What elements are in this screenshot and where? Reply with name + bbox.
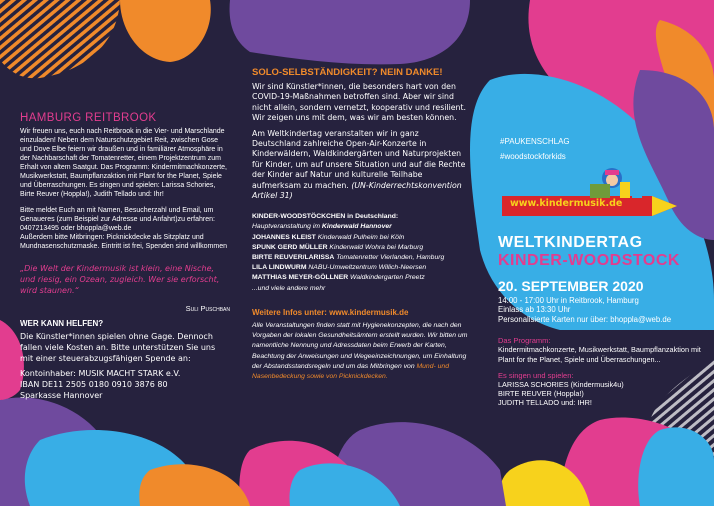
logo-text: www.kindermusik.de [510, 198, 623, 209]
hashtags [500, 134, 570, 164]
event-bold: Kinderwald Hannover [321, 223, 392, 231]
left-heading: HAMBURG REITBROOK [20, 112, 157, 124]
event-item [252, 273, 468, 283]
events-heading: KINDER-WOODSTÖCKCHEN in Deutschland: [252, 213, 399, 221]
info-highlight: Mund- und Nasenbedeckung sowie von Picknickdecken. [252, 362, 449, 380]
program-heading: Das Programm: [498, 336, 551, 346]
event-text: Tomatenretter Vierlanden, Hamburg [334, 254, 445, 262]
info-text [252, 321, 468, 382]
info-body: Alle Veranstaltungen finden statt mit Hygienekonzepten, die nach den Vorgaben der lokalen Gesundheitsämtern erstellt wurden. Wir bitten um namentliche Nennung und Adressdaten beim Erwerb der Karten, Beachtung der Anweisungen und Wegeeinzeichnungen, um Einhaltung der Abstandsstandsregeln und um das Mitbringen von [252, 321, 468, 370]
middle-panel [252, 67, 468, 382]
performer: JUDITH TELLADO und: IHR! [498, 398, 592, 408]
event-lead: SPUNK GERD MÜLLER [252, 243, 328, 251]
left-registration: Bitte meldet Euch an mit Namen, Besucherzahl und Email, um Genaueres (zum Beispiel zur Adresse und Anfahrt)zu erfahren: 0407213495 oder bhoppla@web.de [20, 207, 215, 232]
para2-text: Am Weltkindertag veranstalten wir in ganz Deutschland zahlreiche Open-Air-Konzerte in Kinderwäldern, Waldkindergärten und Naturprojekten für Kinder, um auf unsere Situation und auf die Rechte der Kinder auf Natur und kulturelle Teilhabe aufmerksam zu machen. [252, 128, 466, 190]
detail-line: Personalisierte Karten nur über: bhoppla@web.de [498, 314, 672, 324]
middle-heading: SOLO-SELBSTÄNDIGKEIT? NEIN DANKE! [252, 67, 443, 78]
bank-line: IBAN DE11 2505 0180 0910 3876 80 [20, 380, 168, 389]
event-lead: BIRTE REUVER/LARISSA [252, 254, 335, 262]
kindermusik-logo[interactable] [502, 168, 690, 220]
program-text: Kindermitmachkonzerte, Musikwerkstatt, Baumpflanzaktion mit Plant for the Planet, Spiele und Überraschungen... [498, 345, 701, 364]
title-weltkindertag: WELTKINDERTAG [498, 234, 643, 251]
left-quote: „Die Welt der Kindermusik ist klein, eine Nische, und riesig, ein Ozean, zugleich. Wer sie erforscht, wird staunen.“ [20, 264, 220, 295]
help-heading: WER KANN HELFEN? [20, 319, 104, 328]
event-item [252, 233, 468, 243]
performers-list [498, 380, 703, 408]
event-item [252, 284, 468, 294]
performer: BIRTE REUVER (Hoppla!) [498, 389, 584, 399]
info-heading[interactable]: Weitere Infos unter: www.kindermusik.de [252, 307, 409, 317]
performer: LARISSA SCHORIES (Kindermusik4u) [498, 380, 624, 390]
detail-line: Einlass ab 13:30 Uhr [498, 305, 571, 315]
event-text: ...und viele andere mehr [252, 284, 326, 292]
help-text: Die Künstler*innen spielen ohne Gage. Dennoch fallen viele Kosten an. Bitte unterstützen Sie uns mit einer steuerabzugsfähigen Spende an: [20, 332, 216, 363]
title-kinder-woodstock: KINDER-WOODSTOCK [498, 252, 680, 269]
hashtag[interactable]: #woodstockforkids [500, 152, 566, 161]
event-text: Hauptveranstaltung im [252, 223, 322, 231]
event-details [498, 296, 703, 324]
event-text: Kinderwald Wohra bei Marburg [327, 243, 424, 251]
event-text: NABU-Umweltzentrum Willich-Neersen [306, 264, 427, 272]
event-lead: JOHANNES KLEIST [252, 233, 316, 241]
event-item [252, 263, 468, 273]
event-lead: MATTHIAS MEYER-GÖLLNER [252, 274, 349, 282]
para2-cite: (UN-Kinderrechtskonvention Artikel 31) [252, 180, 462, 201]
performers-heading: Es singen und spielen: [498, 371, 574, 381]
middle-para2 [252, 129, 468, 202]
bank-details [20, 368, 230, 401]
bank-line: Sparkasse Hannover [20, 391, 103, 400]
event-text: Waldkindergarten Preetz [348, 274, 425, 282]
bank-line: Kontoinhaber: MUSIK MACHT STARK e.V. [20, 369, 181, 378]
event-item [252, 253, 468, 263]
event-item [252, 222, 468, 232]
event-text: Kinderwald Pulheim bei Köln [315, 233, 405, 241]
rocket-icon [502, 168, 690, 220]
left-intro: Wir freuen uns, euch nach Reitbrook in die Vier- und Marschlande einzuladen! Neben dem Naturschutzgebiet Reit, zwischen Gose und Dove Elbe feiern wir draußen und in familiärer Atmosphäre in der Nachbarschaft der Tomatenretter, einem Projektzentrum zum Erhalt von altem Saatgut. Das Programm: Kindermitmachkonzerte, Musikwerkstatt, Baumpflanzaktion mit Plant for the Planet, Spiele und Überraschungen. Es singen und spielen: Larissa Schories, Birte Reuver (Hoppla!), Judith Tellado und: Ihr! [20, 128, 227, 198]
quote-author: Suli Puschban [185, 304, 230, 313]
hashtag[interactable]: #PAUKENSCHLAG [500, 137, 570, 146]
event-date: 20. SEPTEMBER 2020 [498, 278, 644, 294]
middle-para1: Wir sind Künstler*innen, die besonders hart von den COVID-19-Maßnahmen betroffen sind. Aber wir sind nicht allein, sondern vernetzt, kooperativ und resilient. Wir zeigen uns mit dem, was wir am besten können. [252, 82, 467, 123]
event-item [252, 243, 468, 253]
right-panel [498, 234, 703, 408]
detail-line: 14:00 - 17:00 Uhr in Reitbrook, Hamburg [498, 296, 639, 305]
left-bring: Außerdem bitte Mitbringen: Picknickdecke als Sitzplatz und Mundnasenschutzmaske. Eintritt ist frei, Spenden sind willkommen [20, 234, 227, 250]
event-lead: LILA LINDWURM [252, 264, 307, 272]
left-panel [20, 112, 230, 401]
events-list [252, 222, 468, 293]
